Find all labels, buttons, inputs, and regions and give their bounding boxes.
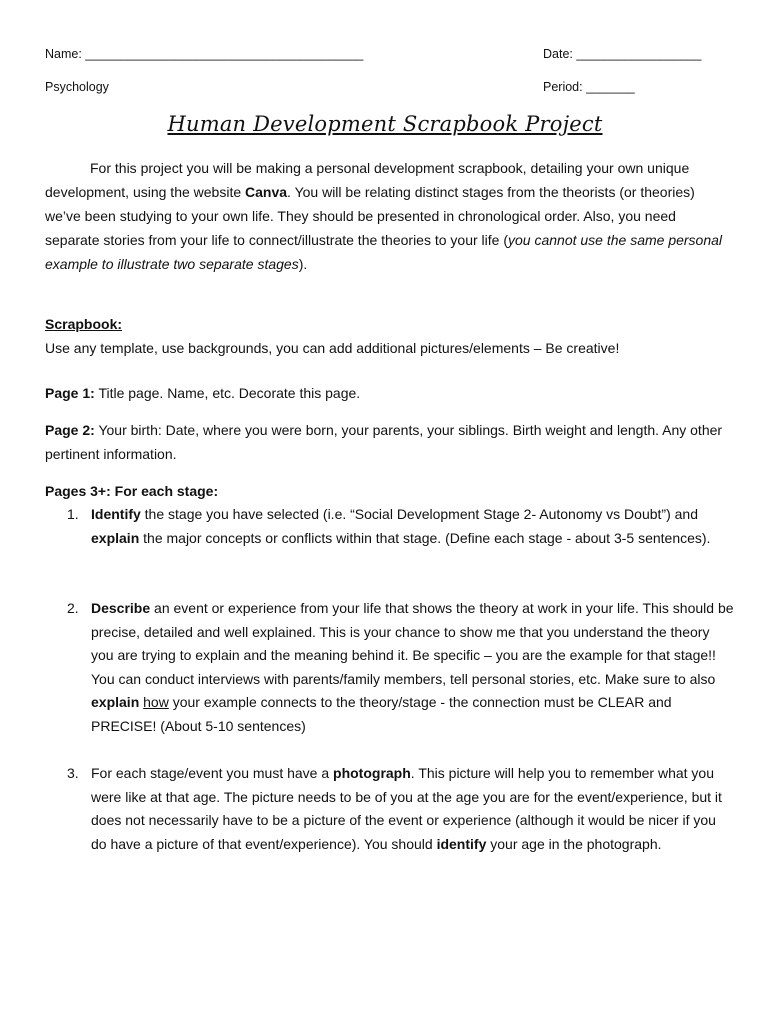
item-bold: explain (91, 529, 140, 546)
subject-label: Psychology (45, 80, 109, 94)
item-bold: identify (436, 835, 487, 852)
list-item (45, 597, 735, 739)
list-item (45, 762, 735, 856)
stage-requirements-list-3 (45, 762, 735, 856)
page2-text: Your birth: Date, where you were born, your parents, your siblings. Birth weight and length. Any other pertinent information. (45, 422, 723, 462)
period-field: Period: _______ (543, 80, 635, 94)
list-number: 2. (67, 600, 79, 616)
intro-italic-note: you cannot use the same personal example to illustrate two separate stages (45, 232, 723, 272)
item-text: the stage you have selected (i.e. “Social Development Stage 2- Autonomy vs Doubt”) and (140, 506, 698, 522)
intro-text-3: ). (298, 256, 308, 272)
item-bold: Describe (91, 600, 151, 616)
item-underline: how (143, 694, 169, 711)
page2-label: Page 2: (45, 422, 95, 438)
pages3-heading: Pages 3+: For each stage: (45, 483, 219, 499)
item-bold: photograph (333, 765, 411, 781)
list-item (45, 503, 735, 550)
canva-link-text: Canva (245, 184, 288, 200)
page1-text: Title page. Name, etc. Decorate this page. (94, 385, 361, 401)
item-text: the major concepts or conflicts within that stage. (Define each stage - about 3-5 sentences). (139, 529, 711, 546)
item-text: your age in the photograph. (486, 835, 662, 852)
item-bold: explain (91, 694, 140, 711)
scrapbook-heading: Scrapbook: (45, 316, 123, 332)
item-text: your example connects to the theory/stage - the connection must be CLEAR and PRECISE! (About 5-10 sentences) (91, 694, 672, 734)
item-text: an event or experience from your life that shows the theory at work in your life. This should be precise, detailed and well explained. This is your chance to show me that you understand the theory you are trying to explain and the meaning behind it. Be specific – you are the example for that stage!! You can conduct interviews with parents/family members, tell personal stories, etc. Make sure to also (91, 600, 734, 687)
stage-requirements-list (45, 503, 735, 550)
item-bold: Identify (91, 506, 141, 522)
intro-text-1: For this project you will be making a personal development scrapbook, detailing your own unique development, using the website (45, 160, 690, 200)
item-text: . This picture will help you to remember what you were like at that age. The picture needs to be of you at the age you are for the event/experience, but it does not necessarily have to be a picture of the event or experience (although it would be nicer if you do have a picture of that event/experience). You should (91, 765, 722, 852)
pages3-heading-wrap (45, 479, 725, 503)
intro-paragraph (45, 156, 725, 276)
list-number: 3. (67, 765, 79, 781)
scrapbook-text: Use any template, use backgrounds, you can add additional pictures/elements – Be creative! (45, 340, 620, 356)
name-field: Name: ________________________________________ (45, 47, 364, 61)
stage-requirements-list-2 (45, 597, 735, 739)
date-field: Date: __________________ (543, 47, 702, 61)
item-text: For each stage/event you must have a (91, 765, 334, 781)
list-number: 1. (67, 506, 79, 522)
page1-label: Page 1: (45, 385, 95, 401)
page-title: Human Development Scrapbook Project (167, 112, 603, 136)
scrapbook-section (45, 312, 725, 360)
page2-section (45, 418, 725, 466)
page1-section (45, 381, 725, 405)
intro-text-2: . You will be relating distinct stages from the theorists (or theories) we’ve been studying to your own life. They should be presented in chronological order. Also, you need separate stories from your life to connect/illustrate the theories to your life ( (45, 184, 695, 248)
